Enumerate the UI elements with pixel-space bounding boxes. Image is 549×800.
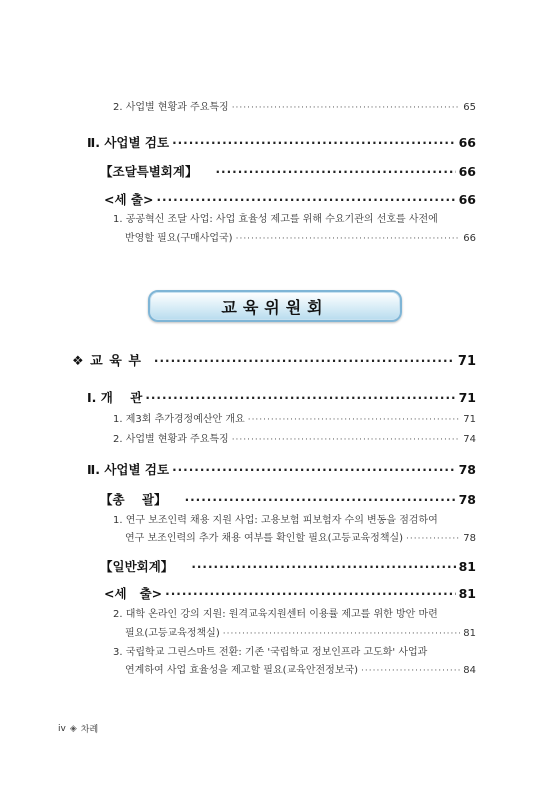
diamond-separator-icon: ◈ [69, 723, 77, 734]
toc-page-number: 74 [463, 434, 476, 445]
toc-entry-label-line1: 1. 공공혁신 조달 사업: 사업 효율성 제고를 위해 수요기관의 선호를 사전에 [113, 214, 438, 225]
toc-entry[interactable] [125, 529, 476, 544]
toc-entry[interactable] [113, 430, 476, 445]
toc-page-number: 78 [458, 492, 476, 507]
toc-entry[interactable] [125, 661, 476, 676]
toc-page-number: 81 [463, 628, 476, 639]
toc-entry[interactable] [113, 98, 476, 113]
leader-dots [165, 587, 455, 601]
leader-dots [232, 435, 461, 445]
leader-dots [185, 493, 456, 507]
toc-section[interactable] [87, 133, 476, 151]
toc-section-label: Ⅱ. 사업별 검토 [87, 135, 170, 150]
toc-section[interactable] [87, 388, 476, 406]
toc-subsection[interactable] [104, 190, 476, 208]
toc-entry-label: 연계하여 사업 효율성을 제고할 필요(교육안전정보국) [125, 665, 359, 676]
leader-dots [232, 103, 461, 113]
toc-page-number: 65 [463, 102, 476, 113]
toc-page-number: 78 [463, 533, 476, 544]
toc-page-number: 71 [463, 414, 476, 425]
toc-page-number: 84 [463, 665, 476, 676]
toc-entry-label: 필요(고등교육정책실) [125, 628, 220, 639]
leader-dots [215, 165, 455, 179]
toc-subsection-label: <세 출> [104, 192, 154, 207]
toc-entry-label: 2. 사업별 현황과 주요특징 [113, 434, 229, 445]
toc-subsection-label: <세 출> [104, 586, 163, 601]
toc-entry[interactable] [113, 410, 476, 425]
footer-page-number: iv [58, 723, 66, 734]
toc-page-number: 81 [458, 559, 476, 574]
toc-entry[interactable] [125, 624, 476, 639]
toc-page-number: 66 [458, 164, 476, 179]
toc-subsection-label: 【일반회계】 [100, 559, 174, 574]
toc-page-number: 78 [458, 462, 476, 477]
toc-subsection-label: 【총 괄】 [100, 492, 167, 507]
toc-ministry-label: ❖ 교 육 부 [72, 354, 142, 369]
leader-dots [223, 629, 461, 639]
toc-page-number: 66 [458, 192, 476, 207]
leader-dots [406, 534, 460, 544]
toc-page-number: 71 [458, 390, 476, 405]
toc-entry-label-line1: 2. 대학 온라인 강의 지원: 원격교육지원센터 이용률 제고를 위한 방안 마련 [113, 609, 438, 620]
leader-dots [145, 391, 455, 405]
toc-entry-label: 2. 사업별 현황과 주요특징 [113, 102, 229, 113]
leader-dots [236, 234, 461, 244]
toc-section-label: Ⅰ. 개 관 [87, 390, 143, 405]
toc-page-number: 66 [458, 135, 476, 150]
committee-title: 교육위원회 [221, 297, 329, 317]
leader-dots [191, 560, 455, 574]
toc-subsection[interactable] [100, 557, 476, 575]
page-footer [58, 722, 98, 735]
toc-subsection[interactable] [100, 490, 476, 508]
toc-entry-label: 연구 보조인력의 추가 채용 여부를 확인할 필요(고등교육정책실) [125, 533, 404, 544]
toc-entry-label-line1: 3. 국립학교 그린스마트 전환: 기존 '국립학교 정보인프라 고도화' 사업과 [113, 647, 428, 658]
leader-dots [172, 463, 456, 477]
toc-section[interactable] [87, 460, 476, 478]
leader-dots [361, 666, 460, 676]
toc-ministry[interactable] [72, 350, 476, 369]
toc-subsection[interactable] [100, 162, 476, 180]
toc-entry[interactable] [125, 229, 476, 244]
leader-dots [156, 193, 455, 207]
toc-entry-label: 반영할 필요(구매사업국) [125, 233, 233, 244]
footer-section-label: 차례 [80, 725, 99, 735]
toc-subsection[interactable] [104, 584, 476, 602]
toc-page-number: 81 [458, 586, 476, 601]
leader-dots [172, 136, 456, 150]
toc-subsection-label: 【조달특별회계】 [100, 164, 198, 179]
leader-dots [248, 415, 461, 425]
leader-dots [154, 354, 455, 368]
toc-entry-label: 1. 제3회 추가경정예산안 개요 [113, 414, 245, 425]
toc-section-label: Ⅱ. 사업별 검토 [87, 462, 170, 477]
toc-page-number: 66 [463, 233, 476, 244]
toc-entry-label-line1: 1. 연구 보조인력 채용 지원 사업: 고용보험 피보험자 수의 변동을 점검하여 [113, 515, 438, 526]
committee-banner [148, 290, 402, 322]
toc-page-number: 71 [457, 354, 476, 369]
